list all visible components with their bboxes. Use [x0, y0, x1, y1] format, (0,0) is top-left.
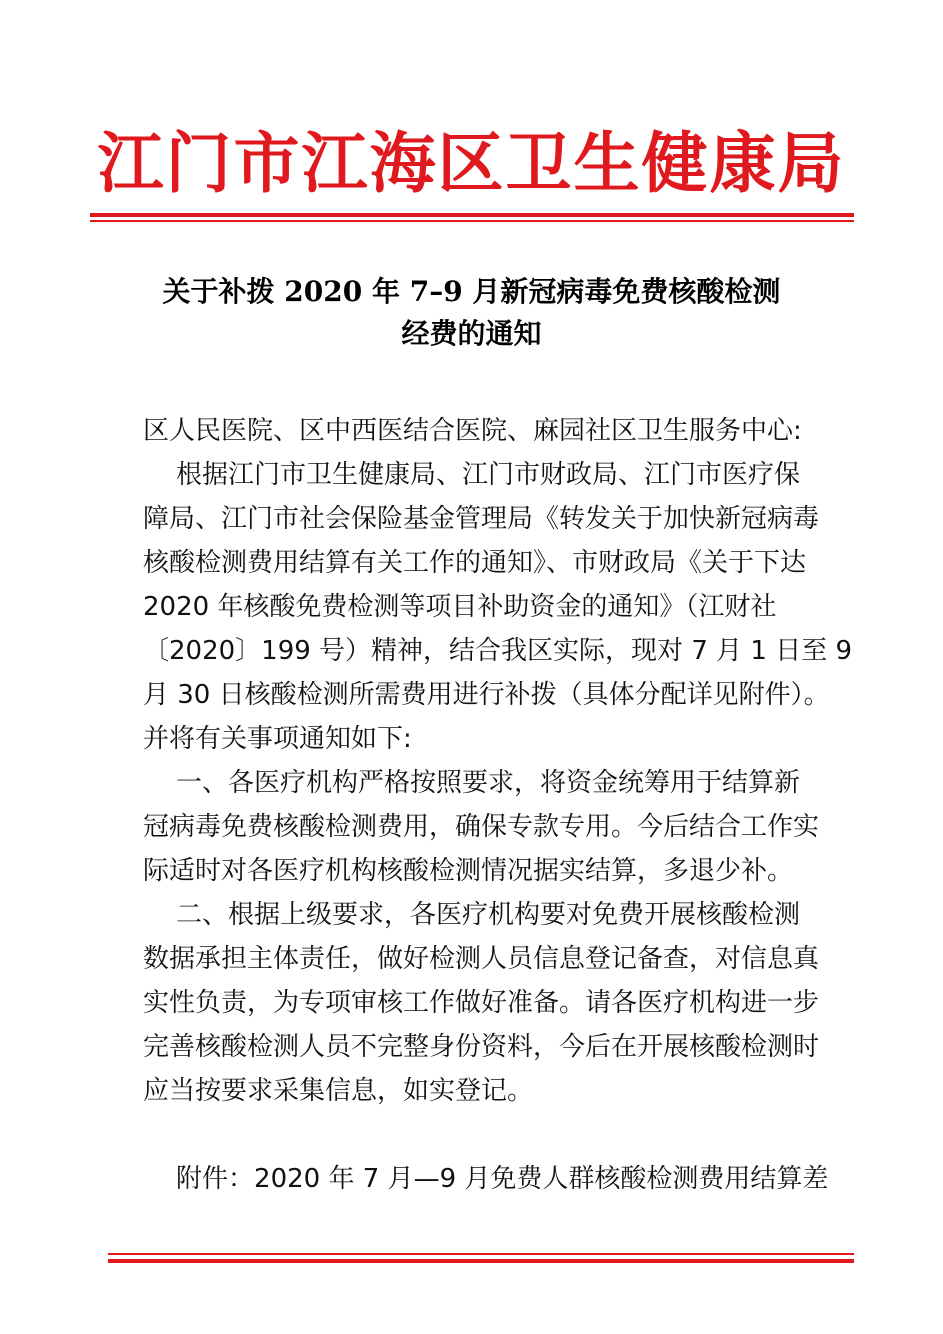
document-title-line-1: 关于补拨 2020 年 7–9 月新冠病毒免费核酸检测: [162, 275, 781, 308]
attachment-line: 附件：2020 年 7 月—9 月免费人群核酸检测费用结算差: [143, 1164, 829, 1194]
body-line: 并将有关事项通知如下:: [143, 724, 412, 754]
body-line: 根据江门市卫生健康局、江门市财政局、江门市医疗保: [143, 460, 801, 490]
body-line: 数据承担主体责任，做好检测人员信息登记备查，对信息真: [143, 944, 820, 974]
footer-rule-thick-line: [108, 1259, 854, 1263]
body-line: 核酸检测费用结算有关工作的通知》、市财政局《关于下达: [143, 548, 807, 578]
issuing-organization-header: 江门市江海区卫生健康局: [97, 124, 846, 202]
body-line: 实性负责，为专项审核工作做好准备。请各医疗机构进一步: [143, 988, 820, 1018]
document-title-line-2: 经费的通知: [401, 317, 542, 350]
header-red-double-rule: [90, 213, 854, 222]
body-line: 冠病毒免费核酸检测费用，确保专款专用。今后结合工作实: [143, 812, 820, 842]
body-line: 二、根据上级要求，各医疗机构要对免费开展核酸检测: [143, 900, 801, 930]
body-line: 2020 年核酸免费检测等项目补助资金的通知》（江财社: [143, 592, 777, 622]
body-line: 〔2020〕199 号）精神，结合我区实际，现对 7 月 1 日至 9: [143, 636, 853, 666]
body-line: 应当按要求采集信息，如实登记。: [143, 1076, 534, 1106]
body-line: 月 30 日核酸检测所需费用进行补拨（具体分配详见附件）。: [143, 680, 830, 710]
body-line: 完善核酸检测人员不完整身份资料，今后在开展核酸检测时: [143, 1032, 820, 1062]
recipient-line: 区人民医院、区中西医结合医院、麻园社区卫生服务中心:: [143, 416, 802, 446]
body-line: 一、各医疗机构严格按照要求，将资金统筹用于结算新: [143, 768, 801, 798]
body-line: 障局、江门市社会保险基金管理局《转发关于加快新冠病毒: [143, 504, 820, 534]
footer-red-double-rule: [108, 1253, 854, 1263]
header-rule-thin-line: [90, 220, 854, 222]
body-line: 际适时对各医疗机构核酸检测情况据实结算，多退少补。: [143, 856, 794, 886]
